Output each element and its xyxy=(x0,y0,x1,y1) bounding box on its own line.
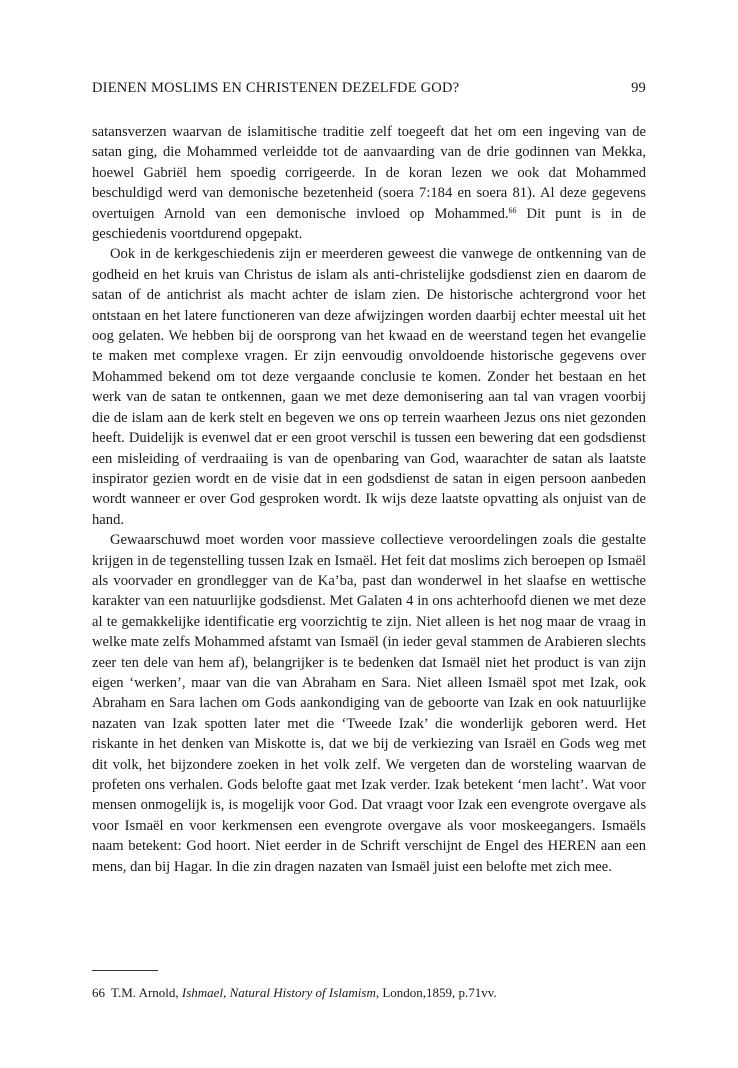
paragraph-3: Gewaarschuwd moet worden voor massieve collectieve veroordelingen zoals die gestalte krijgen in de tegenstelling tussen Izak en Ismaël. Het feit dat moslims zich beroepen op Ismaël als voorvader en grondlegger van de Ka’ba, past dan wonderwel in het slaafse en wettische karakter van een natuurlijke godsdienst. Met Galaten 4 in ons achterhoofd dienen we met deze al te gemakkelijke identificatie erg voorzichtig te zijn. Niet alleen is het nog maar de vraag in welke mate zelfs Mohammed afstamt van Ismaël (in ieder geval stammen de Arabieren slechts zeer ten dele van hem af), belangrijker is te bedenken dat Ismaël niet het product is van zijn eigen ‘werken’, maar van die van Abraham en Sara. Niet alleen Ismaël spot met Izak, ook Abraham en Sara lachen om Gods aankondiging van de geboorte van Izak en ook natuurlijke nazaten van Izak spotten later met die ‘Tweede Izak’ die wonderlijk geboren werd. Het riskante in het denken van Miskotte is, dat we bij de verkiezing van Israël en Gods weg met dit volk, het bijzondere zoeken in het volk zelf. We vergeten dan de worsteling waarvan de profeten ons verhalen. Gods belofte gaat met Izak verder. Izak betekent ‘men lacht’. Wat voor mensen onmogelijk is, is mogelijk voor God. Dat vraagt voor Izak een evengrote overgave als voor Ismaël en voor kerkmensen een evengrote overgave als voor moskeegangers. Ismaëls naam betekent: God hoort. Niet eerder in de Schrift verschijnt de Engel des HEREN aan een mens, dan bij Hagar. In die zin dragen nazaten van Ismaël juist een belofte met zich mee. xyxy=(92,532,646,875)
page-number: 99 xyxy=(631,80,646,96)
footnote-number: 66 xyxy=(92,985,105,1000)
paragraph-1-text-after: Dit punt is in de geschiedenis voortdurend opgepakt. xyxy=(92,205,646,243)
footnote-publication: London,1859, p.71vv. xyxy=(379,985,497,1000)
footnote-66 xyxy=(92,985,646,1001)
paragraph-1 xyxy=(92,122,646,244)
paragraph-2: Ook in de kerkgeschiedenis zijn er meerderen geweest die vanwege de ontkenning van de godheid en het kruis van Christus de islam als anti-christelijke godsdienst zien en daarom de satan of de antichrist als macht achter de islam zien. De historische achtergrond voor het ontstaan en het latere functioneren van deze afwijzingen worden daarbij echter meestal uit het oog gelaten. We hebben bij de oorsprong van het kwaad en de weerstand tegen het evangelie te maken met complexe vragen. Er zijn eenvoudig onvoldoende historische gegevens over Mohammed bekend om tot deze vergaande conclusie te komen. Zonder het bestaan en het werk van de satan te ontkennen, gaan we met deze demonisering aan tal van vragen voorbij die de islam aan de kerk stelt en begeven we ons op terrein waarheen Jezus ons niet gezonden heeft. Duidelijk is evenwel dat er een groot verschil is tussen een bewering dat een godsdienst een misleiding of verdraaiing is van de openbaring van God, waarachter de satan als laatste inspirator gezien wordt en de visie dat in een godsdienst de satan in eigen persoon aanbeden wordt wanneer er over God gesproken wordt. Ik wijs deze laatste opvatting als onjuist van de hand. xyxy=(92,246,646,528)
body-text xyxy=(92,122,646,877)
footnote-ref-66: 66 xyxy=(508,205,517,215)
paragraph-1-text: satansverzen waarvan de islamitische traditie zelf toegeeft dat het om een ingeving van de satan ging, die Mohammed verleidde tot de aanvaarding van de drie godinnen van Mekka, hoewel Gabriël hem spoedig corrigeerde. In de koran lezen we ook dat Mohammed beschuldigd werd van demonische bezetenheid (soera 7:184 en soera 81). Al deze gegevens overtuigen Arnold van een demonische invloed op Mohammed. xyxy=(92,124,646,222)
footnote-separator xyxy=(92,970,158,971)
footnote-author: T.M. Arnold, xyxy=(111,985,182,1000)
footnote-book-title: Ishmael, Natural History of Islamism, xyxy=(181,985,380,1000)
running-title: DIENEN MOSLIMS EN CHRISTENEN DEZELFDE GOD? xyxy=(92,80,460,96)
